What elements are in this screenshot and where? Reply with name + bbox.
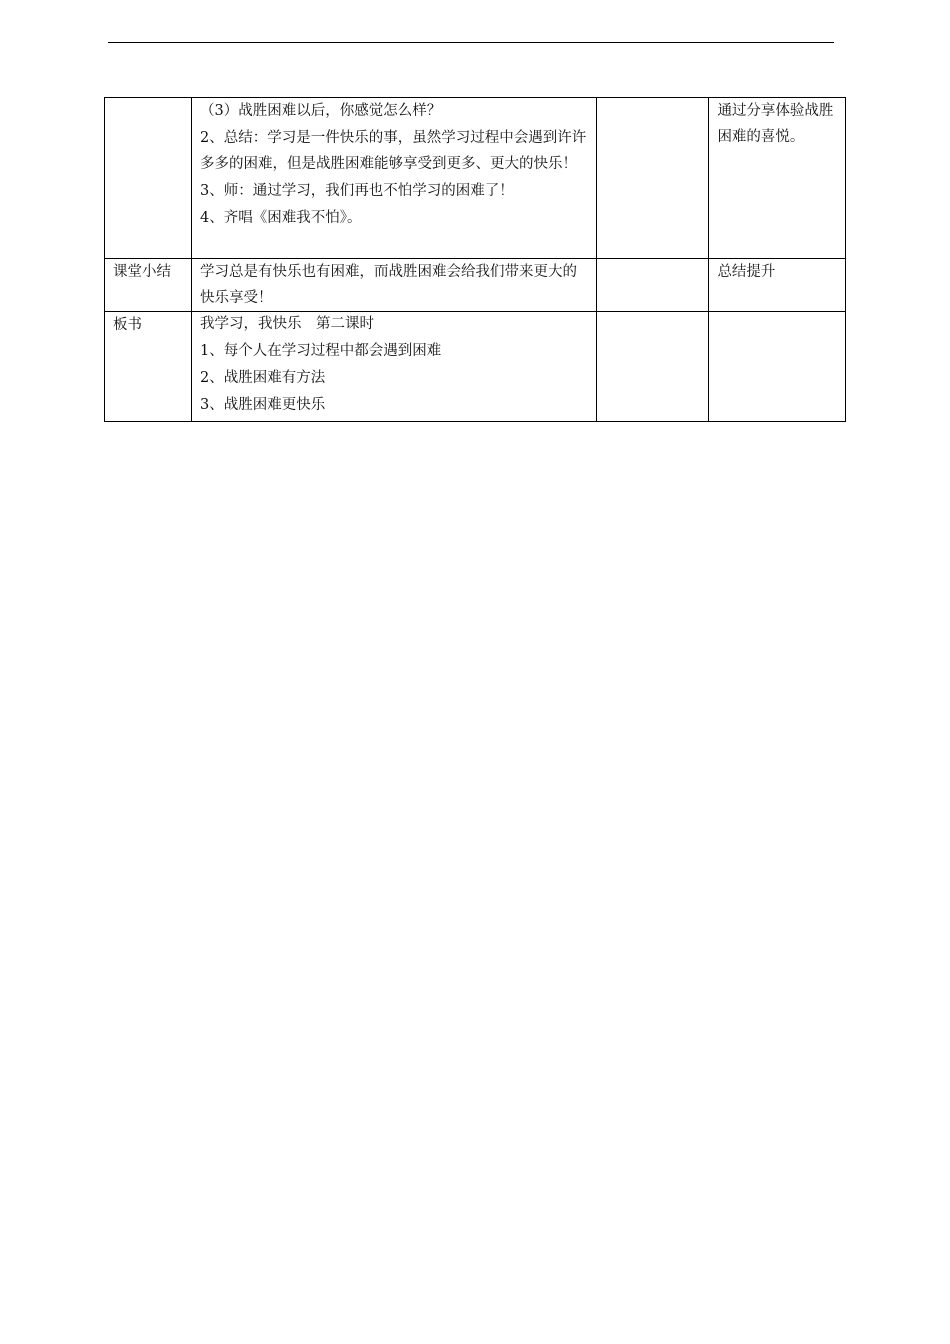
content-line: 3、师：通过学习，我们再也不怕学习的困难了！ bbox=[199, 183, 514, 199]
section-cell bbox=[105, 98, 192, 259]
lesson-plan-table bbox=[104, 97, 846, 422]
empty-cell bbox=[597, 98, 709, 259]
header-rule bbox=[108, 42, 834, 43]
section-cell: 板书 bbox=[105, 312, 192, 422]
content-line: 2、总结：学习是一件快乐的事，虽然学习过程中会遇到许许多多的困难，但是战胜困难能够享受到更多、更大的快乐！ bbox=[199, 130, 587, 172]
table-row bbox=[105, 259, 846, 312]
content-cell bbox=[191, 98, 596, 259]
intent-cell bbox=[709, 312, 846, 422]
section-cell: 课堂小结 bbox=[105, 259, 192, 312]
content-cell bbox=[191, 259, 596, 312]
table-row bbox=[105, 98, 846, 259]
empty-cell bbox=[597, 259, 709, 312]
content-line: 学习总是有快乐也有困难，而战胜困难会给我们带来更大的快乐享受！ bbox=[199, 264, 577, 306]
content-line: 3、战胜困难更快乐 bbox=[199, 397, 326, 413]
content-line: 我学习，我快乐 第二课时 bbox=[199, 316, 374, 332]
content-line: 1、每个人在学习过程中都会遇到困难 bbox=[199, 343, 442, 359]
content-cell bbox=[191, 312, 596, 422]
empty-cell bbox=[597, 312, 709, 422]
intent-cell: 总结提升 bbox=[709, 259, 846, 312]
intent-cell: 通过分享体验战胜困难的喜悦。 bbox=[709, 98, 846, 259]
content-line: 2、战胜困难有方法 bbox=[199, 370, 326, 386]
table-row bbox=[105, 312, 846, 422]
content-line: 4、齐唱《困难我不怕》。 bbox=[199, 210, 362, 226]
content-line: （3）战胜困难以后，你感觉怎么样？ bbox=[199, 103, 442, 119]
